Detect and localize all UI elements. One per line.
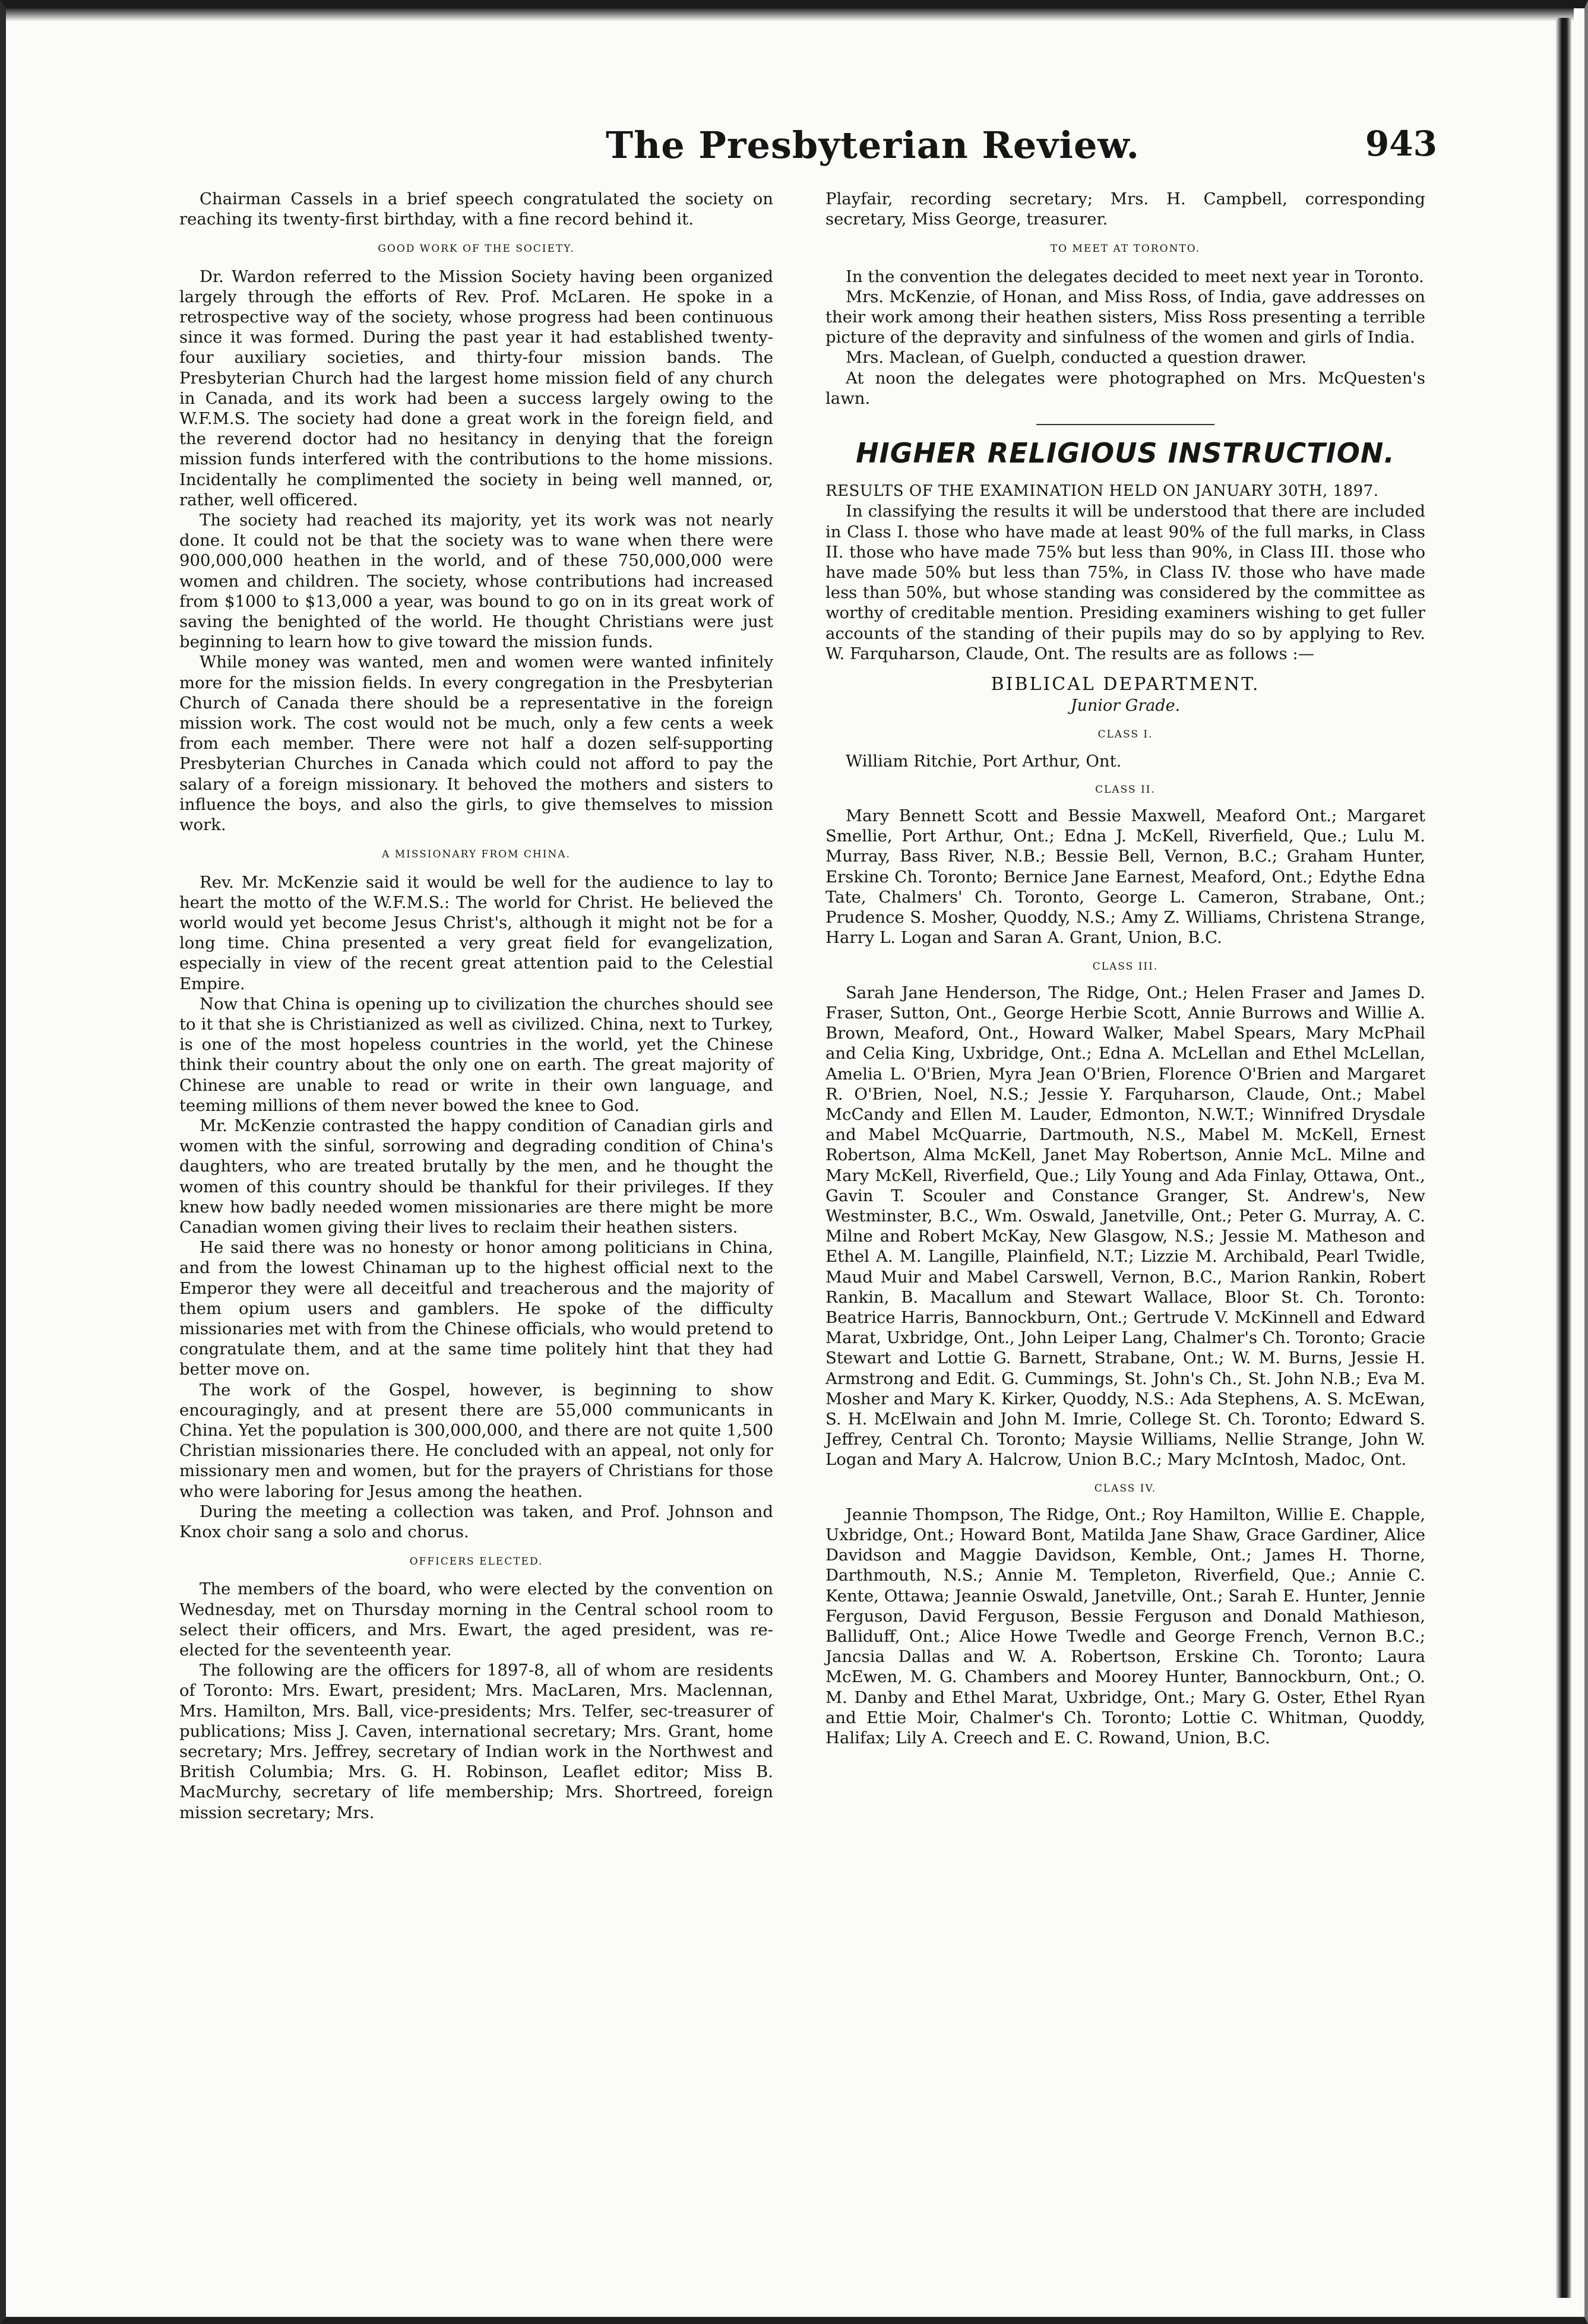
section-heading: OFFICERS ELECTED. [409,1556,543,1568]
journal-title: The Presbyterian Review. [606,124,1140,167]
paragraph: Mrs. McKenzie, of Honan, and Miss Ross, of India, gave addresses on their work among their heathen sisters, Miss Ross presenting a terrible picture of the depravity and sinfulness of the women and girls of India. [825,287,1425,347]
paragraph: Rev. Mr. McKenzie said it would be well for the audience to lay to heart the motto of the W.F.M.S.: The world for Christ. He believed the world would yet become Jesus Christ's, although it might not be for a long time. China presented a very great field for evangelization, especially in view of the recent great attention paid to the Celestial Empire. [179,872,773,993]
left-column [179,189,773,1823]
paragraph: The following are the officers for 1897-8, all of whom are residents of Toronto: Mrs. Ewart, president; Mrs. MacLaren, Mrs. Maclennan, Mrs. Hamilton, Mrs. Ball, vice-presidents; Mrs. Telfer, sec-treasurer of publications; Miss J. Caven, international secretary; Mrs. Grant, home secretary; Mrs. Jeffrey, secretary of Indian work in the Northwest and British Columbia; Mrs. G. H. Robinson, Leaflet editor; Miss B. MacMurchy, secretary of life membership; Mrs. Shortreed, foreign mission secretary; Mrs. [179,1661,773,1822]
page-header [178,124,1437,171]
grade-heading: Junior Grade. [1070,696,1181,715]
paragraph: The society had reached its majority, yet its work was not nearly done. It could not be that the society was to wane when there were 900,000,000 heathen in the world, and of these 750,000,000 were women and children. The society, whose contributions had increased from $1000 to $13,000 a year, was bound to go on in its great work of saving the benighted of the world. He thought Christians were just beginning to learn how to give toward the mission funds. [179,511,773,652]
paragraph: Playfair, recording secretary; Mrs. H. Campbell, corresponding secretary, Miss George, treasurer. [825,189,1425,229]
class-list: William Ritchie, Port Arthur, Ont. [846,751,1122,771]
binding-edge [1556,18,1571,2298]
paragraph: The members of the board, who were elected by the convention on Wednesday, met on Thursday morning in the Central school room to select their officers, and Mrs. Ewart, the aged president, was re-elected for the seventeenth year. [179,1579,773,1660]
class-heading: CLASS IV. [1094,1482,1157,1495]
paragraph: In classifying the results it will be understood that there are included in Class I. those who have made at least 90% of the full marks, in Class II. those who have made 75% but less than 90%, in Class III. those who have made 50% but less than 75%, in Class IV. those who have made less than 50%, but whose standing was considered by the committee as worthy of creditable mention. Presiding examiners wishing to get fuller accounts of the standing of their pupils may do so by applying to Rev. W. Farquharson, Claude, Ont. The results are as follows :— [825,502,1425,663]
paragraph: Mrs. Maclean, of Guelph, conducted a question drawer. [846,348,1307,368]
class-list: Jeannie Thompson, The Ridge, Ont.; Roy Hamilton, Willie E. Chapple, Uxbridge, Ont.; Howard Bont, Matilda Jane Shaw, Grace Gardiner, Alice Davidson and Maggie Davidson, Kemble, Ont.; James H. Thorne, Darthmouth, N.S.; Annie M. Templeton, Riverfield, Que.; Annie C. Kente, Ottawa; Jeannie Oswald, Janetville, Ont.; Sarah E. Hunter, Jennie Ferguson, David Ferguson, Bessie Ferguson and Donald Mathieson, Balliduff, Ont.; Alice Howe Twedle and George French, Vernon B.C.; Jancsia Dallas and W. A. Robertson, Erskine Ch. Toronto; Laura McEwen, M. G. Chambers and Moorey Hunter, Bannockburn, Ont.; O. M. Danby and Ethel Marat, Uxbridge, Ont.; Mary G. Oster, Ethel Ryan and Ettie Moir, Chalmer's Ch. Toronto; Lottie C. Whitman, Quoddy, Halifax; Lily A. Creech and E. C. Rowand, Union, B.C. [825,1505,1425,1748]
paragraph: Chairman Cassels in a brief speech congratulated the society on reaching its twenty-first birthday, with a fine record behind it. [179,189,773,229]
class-list: Sarah Jane Henderson, The Ridge, Ont.; Helen Fraser and James D. Fraser, Sutton, Ont., George Herbie Scott, Annie Burrows and Willie A. Brown, Meaford, Ont., Howard Walker, Mabel Spears, Mary McPhail and Celia King, Uxbridge, Ont.; Edna A. McLellan and Ethel McLellan, Amelia L. O'Brien, Myra Jean O'Brien, Florence O'Brien and Margaret R. O'Brien, Noel, N.S.; Jessie Y. Farquharson, Claude, Ont.; Mabel McCandy and Ellen M. Lauder, Edmonton, N.W.T.; Winnifred Drysdale and Mabel McQuarrie, Dartmouth, N.S., Mabel M. McKell, Ernest Robertson, Alma McKell, Janet May Robertson, Annie McL. Milne and Mary McKell, Riverfield, Que.; Lily Young and Ada Finlay, Ottawa, Ont., Gavin T. Scouler and Constance Granger, St. Andrew's, New Westminster, B.C., Wm. Oswald, Janetville, Ont.; Peter G. Murray, A. C. Milne and Robert McKay, New Glasgow, N.S.; Jessie M. Matheson and Ethel A. M. Langille, Plainfield, N.T.; Lizzie M. Archibald, Pearl Twidle, Maud Muir and Mabel Carswell, Vernon, B.C., Marion Rankin, Robert Rankin, B. Macallum and Stewart Wallace, Bloor St. Ch. Toronto: Beatrice Harris, Bannockburn, Ont.; Gertrude V. McKinnell and Edward Marat, Uxbridge, Ont., John Leiper Lang, Chalmer's Ch. Toronto; Gracie Stewart and Lottie G. Barnett, Strabane, Ont.; W. M. Burns, Jessie H. Armstrong and Edit. G. Cummings, St. John's Ch., St. John N.B.; Eva M. Mosher and Mary K. Kirker, Quoddy, N.S.: Ada Stephens, A. S. McEwan, S. H. McElwain and John M. Imrie, College St. Ch. Toronto; Edward S. Jeffrey, Central Ch. Toronto; Maysie Williams, Nellie Strange, John W. Logan and Mary A. Halcrow, Union B.C.; Mary McIntosh, Madoc, Ont. [825,983,1425,1470]
section-heading: A MISSIONARY FROM CHINA. [382,848,571,861]
section-heading: TO MEET AT TORONTO. [1050,243,1201,255]
page-number: 943 [1365,124,1437,164]
section-heading: GOOD WORK OF THE SOCIETY. [378,243,575,255]
department-heading: BIBLICAL DEPARTMENT. [991,674,1260,695]
class-heading: CLASS III. [1092,960,1159,973]
paragraph: In the convention the delegates decided to meet next year in Toronto. [846,267,1424,286]
section-divider [1036,424,1214,425]
class-list: Mary Bennett Scott and Bessie Maxwell, Meaford Ont.; Margaret Smellie, Port Arthur, Ont.; Edna J. McKell, Riverfield, Que.; Lulu M. Murray, Bass River, N.B.; Bessie Bell, Vernon, B.C.; Graham Hunter, Erskine Ch. Toronto; Bernice Jane Earnest, Meaford, Ont.; Edythe Edna Tate, Chalmers' Ch. Toronto, George L. Cameron, Strabane, Ont.; Prudence S. Mosher, Quoddy, N.S.; Amy Z. Williams, Christena Strange, Harry L. Logan and Saran A. Grant, Union, B.C. [825,806,1425,948]
scan-shadow [6,8,1574,21]
paragraph: Dr. Wardon referred to the Mission Society having been organized largely through the efforts of Rev. Prof. McLaren. He spoke in a retrospective way of the society, whose progress had been continuous since it was formed. During the past year it had established twenty-four auxiliary societies, and thirty-four mission bands. The Presbyterian Church had the largest home mission field of any church in Canada, and its work had been a success largely owing to the W.F.M.S. The society had done a great work in the foreign field, and the reverend doctor had no hesitancy in denying that the foreign mission funds interfered with the contributions to the home missions. Incidentally he complimented the society in being well manned, or, rather, well officered. [179,267,773,509]
results-heading: RESULTS OF THE EXAMINATION HELD ON JANUARY 30TH, 1897. [825,482,1379,501]
paragraph: The work of the Gospel, however, is beginning to show encouragingly, and at present there are 55,000 communicants in China. Yet the population is 300,000,000, and there are not quite 1,500 Christian missionaries there. He concluded with an appeal, not only for missionary men and women, but for the prayers of Christians for those who were laboring for Jesus among the heathen. [179,1380,773,1501]
paragraph: At noon the delegates were photographed on Mrs. McQuesten's lawn. [825,368,1425,408]
right-column [825,189,1425,1748]
paragraph: While money was wanted, men and women were wanted infinitely more for the mission fields. In every congregation in the Presbyterian Church of Canada there should be a representative in the foreign mission work. The cost would not be much, only a few cents a week from each member. There were not half a dozen self-supporting Presbyterian Churches in Canada which could not afford to pay the salary of a foreign missionary. It behoved the mothers and sisters to influence the boys, and also the girls, to give themselves to mission work. [179,653,773,835]
class-heading: CLASS I. [1097,729,1153,741]
paragraph: During the meeting a collection was taken, and Prof. Johnson and Knox choir sang a solo and chorus. [179,1502,773,1541]
article-title: HIGHER RELIGIOUS INSTRUCTION. [856,437,1395,470]
paragraph: Now that China is opening up to civilization the churches should see to it that she is Christianized as well as civilized. China, next to Turkey, is one of the most hopeless countries in the world, yet the Chinese think their country about the only one on earth. The great majority of Chinese are unable to read or write in their own language, and teeming millions of them never bowed the knee to God. [179,994,773,1115]
paragraph: Mr. McKenzie contrasted the happy condition of Canadian girls and women with the sinful, sorrowing and degrading condition of China's daughters, who are treated brutally by the men, and he thought the women of this country should be thankful for their privileges. If they knew how badly needed women missionaries are there might be more Canadian women giving their lives to reclaim their heathen sisters. [179,1116,773,1237]
paragraph: He said there was no honesty or honor among politicians in China, and from the lowest Chinaman up to the highest official next to the Emperor they were all deceitful and treacherous and the majority of them opium users and gamblers. He spoke of the difficulty missionaries met with from the Chinese officials, who would pretend to congratulate them, and at the same time politely hint that they had better move on. [179,1238,773,1379]
class-heading: CLASS II. [1095,783,1156,796]
